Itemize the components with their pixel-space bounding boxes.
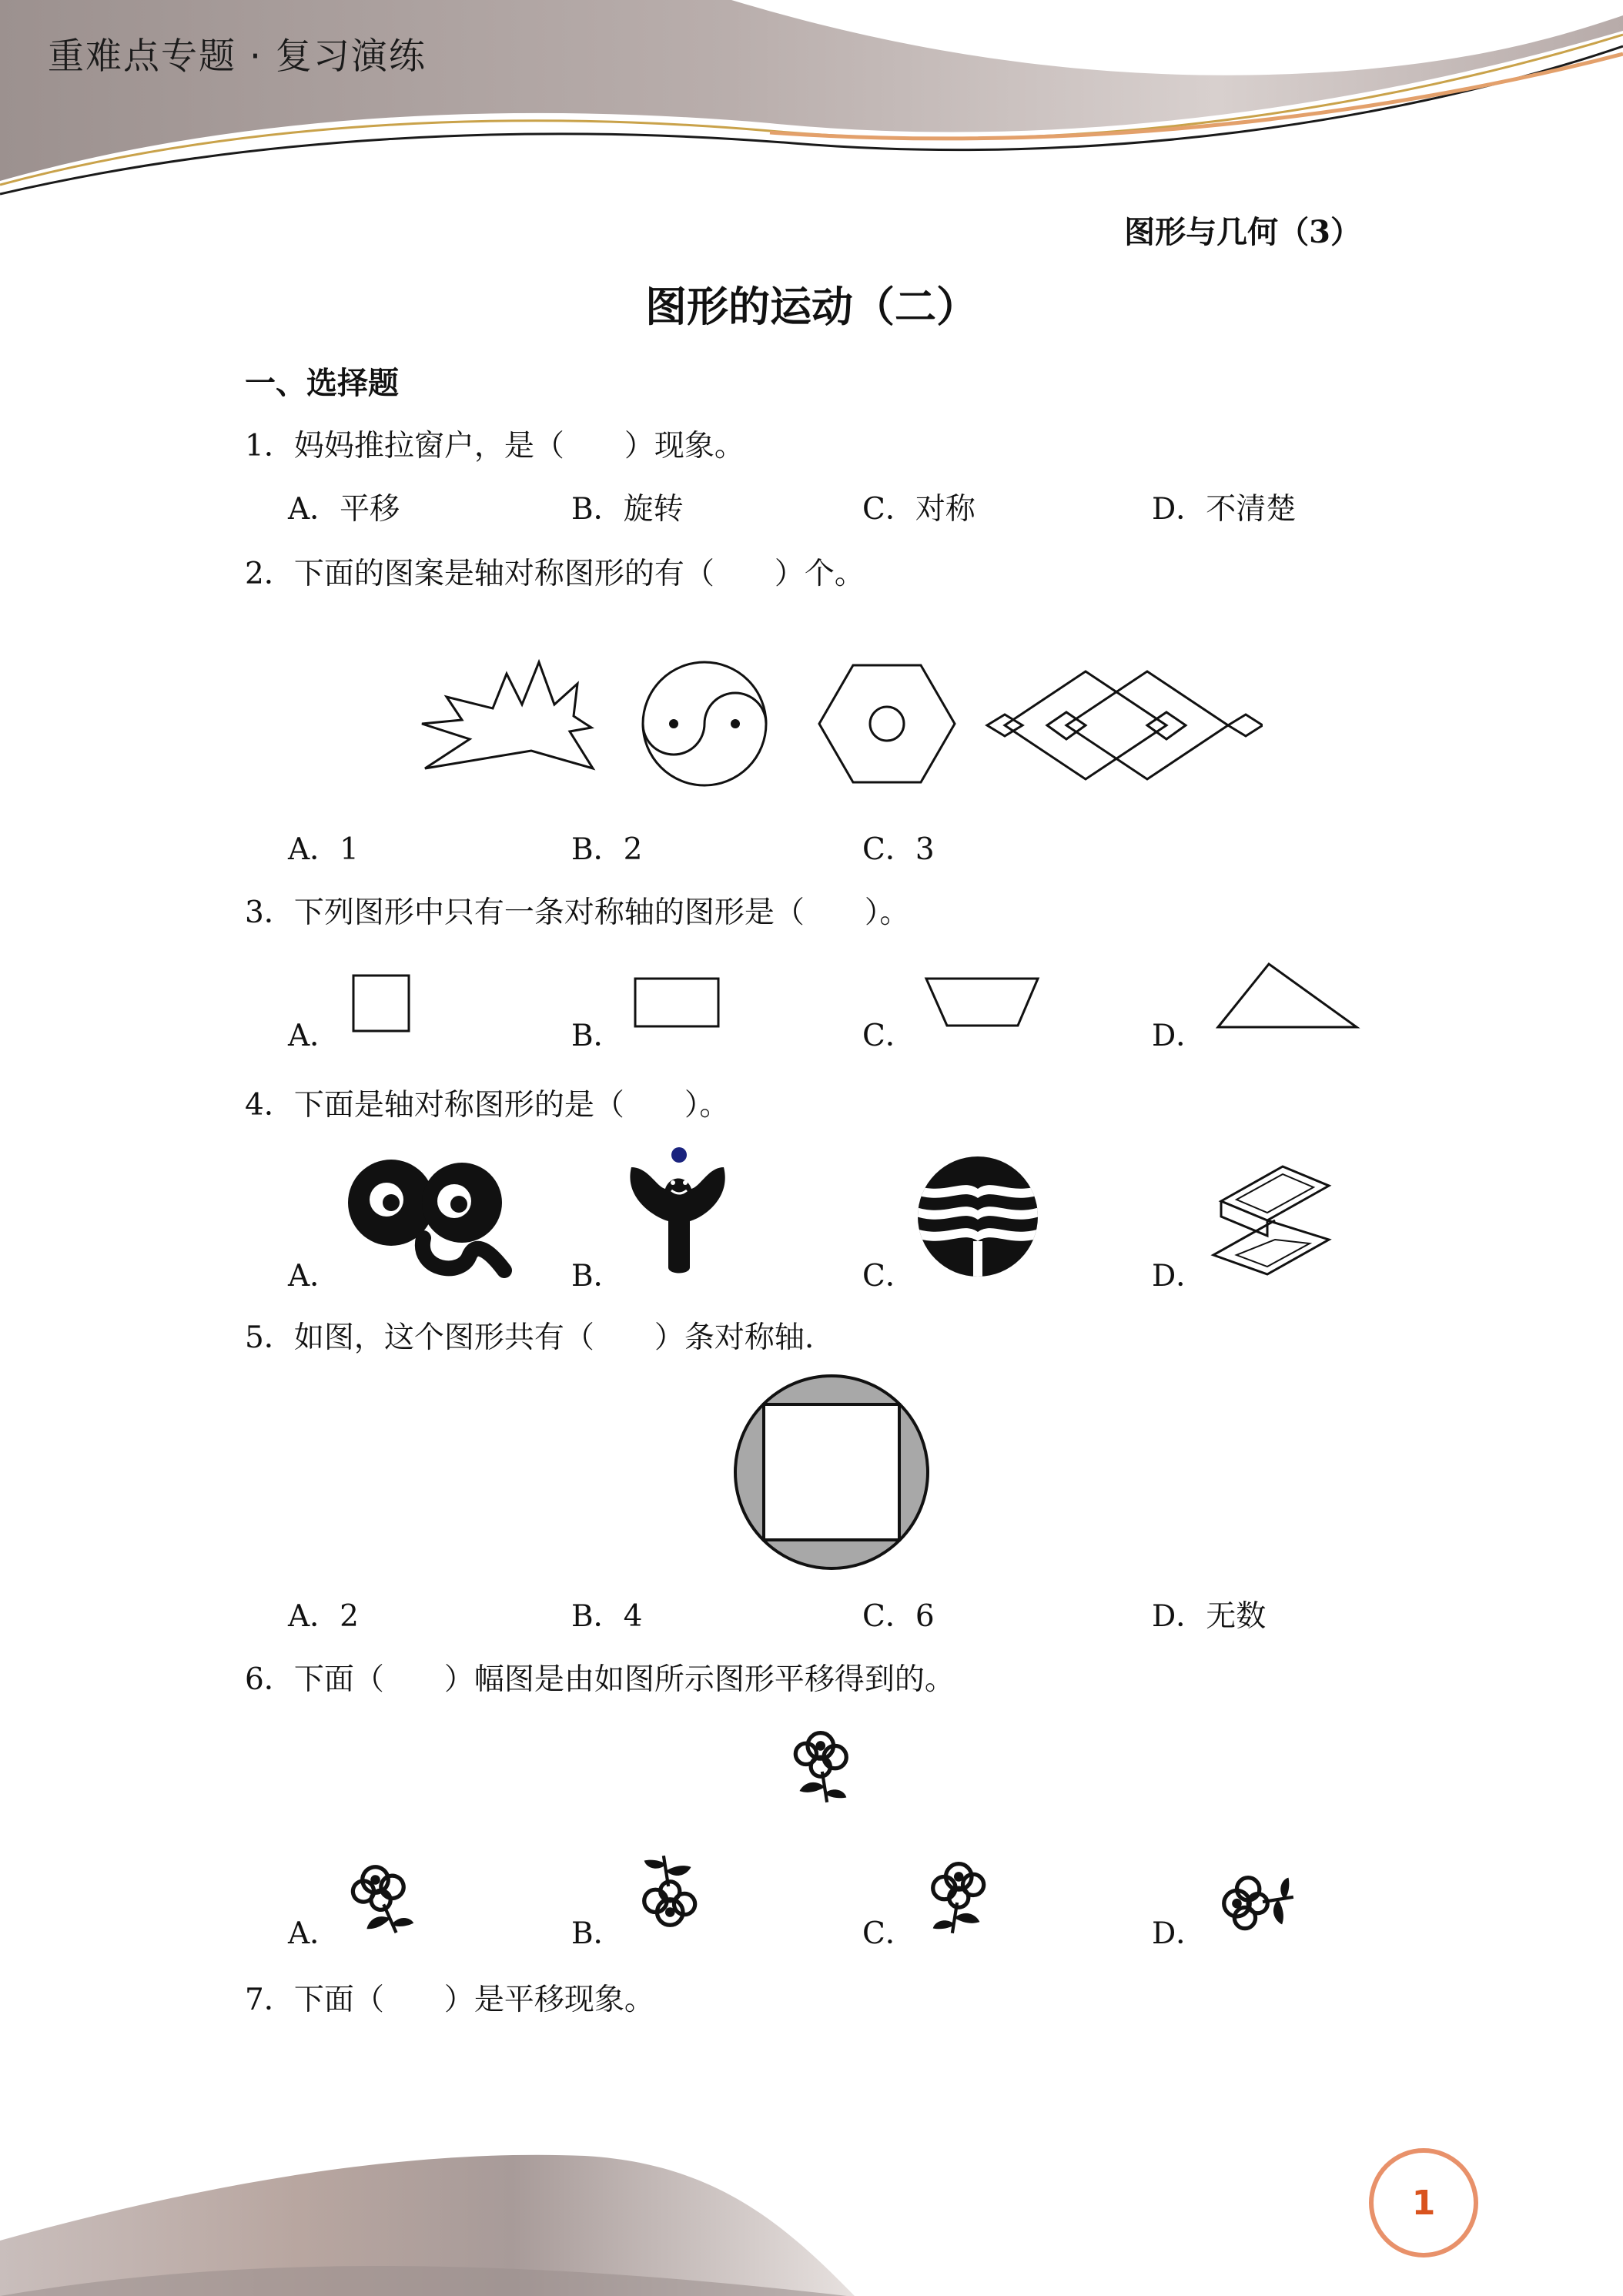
q4-option-a: A． bbox=[288, 1259, 340, 1294]
triangle-figure bbox=[1215, 961, 1361, 1032]
q3-option-b: B． bbox=[571, 1019, 624, 1053]
starburst-figure bbox=[422, 662, 593, 768]
striped-circle-logo bbox=[916, 1155, 1039, 1278]
flower-option-b bbox=[624, 1853, 708, 1937]
q6-option-d: D． bbox=[1152, 1916, 1206, 1951]
yin-yang-figure bbox=[643, 662, 766, 785]
q6-option-c: C． bbox=[862, 1916, 915, 1951]
hexagon-nut-figure bbox=[819, 665, 955, 782]
q2-option-b: B．2 bbox=[571, 832, 643, 867]
question-1: 1．妈妈推拉窗户，是（ ）现象。 bbox=[245, 429, 745, 464]
section-label: 图形与几何（3） bbox=[1124, 214, 1361, 250]
q4-option-d: D． bbox=[1152, 1259, 1206, 1294]
s-shape-logo bbox=[1206, 1163, 1337, 1278]
q5-option-c: C．6 bbox=[862, 1599, 935, 1634]
q3-option-c: C． bbox=[862, 1019, 915, 1053]
flower-option-d bbox=[1212, 1862, 1297, 1939]
cartoon-eyes-logo bbox=[346, 1155, 512, 1278]
q1-option-c: C．对称 bbox=[862, 492, 975, 527]
q4-option-c: C． bbox=[862, 1259, 915, 1294]
q1-option-d: D．不清楚 bbox=[1152, 492, 1297, 527]
q3-option-d: D． bbox=[1152, 1019, 1206, 1053]
question-5: 5．如图，这个图形共有（ ）条对称轴. bbox=[245, 1320, 815, 1355]
page-title: 图形的运动（二） bbox=[645, 283, 978, 331]
page-number: 1 bbox=[1369, 2148, 1478, 2258]
section-heading: 一、选择题 bbox=[245, 366, 399, 401]
q6-option-a: A． bbox=[288, 1916, 340, 1951]
interlaced-diamonds-figure bbox=[987, 671, 1263, 779]
question-6: 6．下面（ ）幅图是由如图所示图形平移得到的。 bbox=[245, 1662, 955, 1697]
q6-option-b: B． bbox=[571, 1916, 624, 1951]
q5-option-a: A．2 bbox=[288, 1599, 359, 1634]
flower-original-figure bbox=[782, 1722, 867, 1806]
rectangle-figure bbox=[633, 976, 722, 1030]
q5-option-b: B．4 bbox=[571, 1599, 643, 1634]
q4-option-b: B． bbox=[571, 1259, 624, 1294]
q1-option-b: B．旋转 bbox=[571, 492, 684, 527]
q3-option-a: A． bbox=[288, 1019, 340, 1053]
q2-figures bbox=[416, 654, 1263, 793]
q2-option-c: C．3 bbox=[862, 832, 935, 867]
question-4: 4．下面是轴对称图形的是（ ）。 bbox=[245, 1088, 730, 1123]
flower-option-a bbox=[345, 1854, 422, 1939]
y-shape-logo bbox=[624, 1144, 731, 1275]
question-3: 3．下列图形中只有一条对称轴的图形是（ ）。 bbox=[245, 895, 910, 930]
square-in-circle-figure bbox=[731, 1372, 932, 1572]
question-2: 2．下面的图案是轴对称图形的有（ ）个。 bbox=[245, 557, 865, 591]
q2-option-a: A．1 bbox=[288, 832, 359, 867]
square-figure bbox=[351, 973, 413, 1035]
question-7: 7．下面（ ）是平移现象。 bbox=[245, 1983, 654, 2017]
q1-option-a: A．平移 bbox=[288, 492, 400, 527]
trapezoid-figure bbox=[924, 975, 1041, 1030]
flower-option-c bbox=[916, 1853, 993, 1937]
header-title: 重难点专题 · 复习演练 bbox=[48, 35, 427, 78]
q5-option-d: D．无数 bbox=[1152, 1599, 1267, 1634]
